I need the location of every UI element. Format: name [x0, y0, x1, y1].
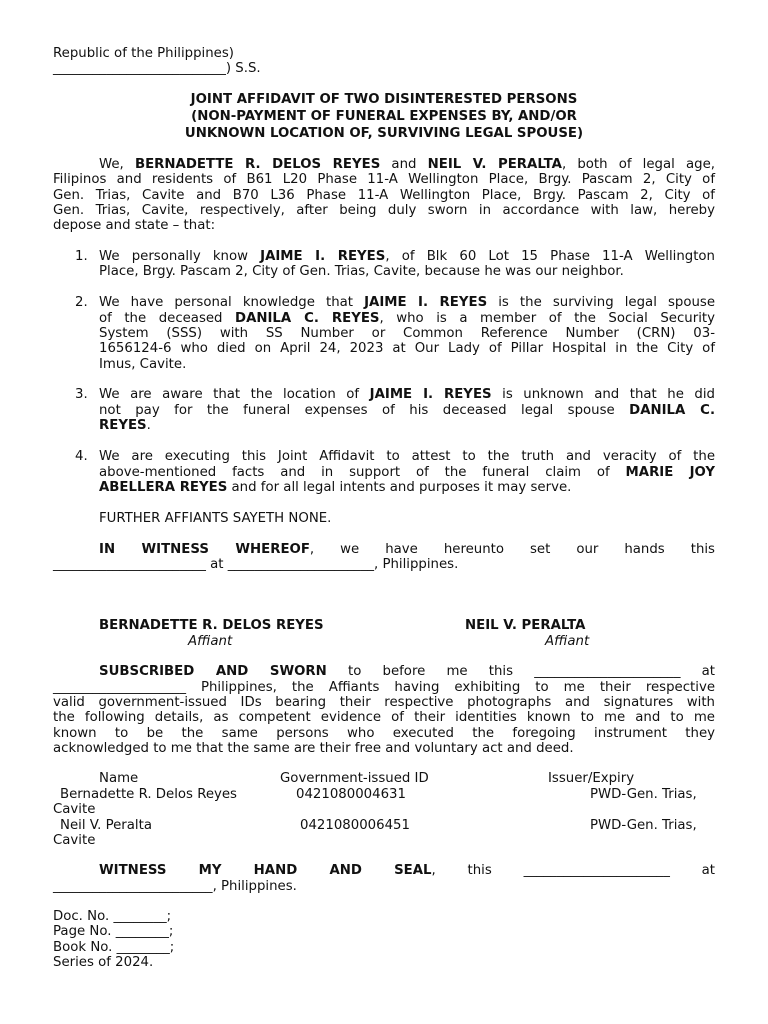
witness-line-2: _______________________ at ______________________, Philippines.	[53, 557, 459, 572]
jurat-line-2: ____________________ Philippines, the Affiants having exhibiting to me their respective	[53, 680, 715, 695]
item-3-deceased-name-a: DANILA C.	[629, 403, 715, 418]
affiant-1-name: BERNADETTE R. DELOS REYES	[134, 157, 381, 172]
signature-name-2: NEIL V. PERALTA	[465, 618, 586, 633]
item-2-text-d: of the deceased	[99, 311, 236, 326]
item-2-line-4: 1656124-6 who died on April 24, 2023 at Our Lady of Pillar Hospital in the City of	[99, 341, 715, 356]
item-4-text-d: and for all legal intents and purposes it may serve.	[227, 480, 572, 495]
notary-page-no: Page No. ________;	[53, 924, 174, 939]
item-2-text-f: , who is a member of the Social Security	[379, 311, 715, 326]
witness-heading: IN WITNESS WHEREOF	[99, 542, 310, 557]
item-4-claimant-name-a: MARIE JOY	[625, 465, 716, 480]
intro-we: We,	[99, 157, 135, 172]
item-2-text-c: is the surviving legal spouse	[487, 295, 716, 310]
item-4-line-2	[99, 465, 715, 480]
jurat-line-3: valid government-issued IDs bearing their respective photographs and signatures with	[53, 695, 715, 710]
item-2-text-a: We have personal knowledge that	[99, 295, 365, 310]
item-2-line-1	[99, 295, 715, 310]
venue-blank: __________________________	[53, 61, 226, 76]
signature-name-1: BERNADETTE R. DELOS REYES	[99, 618, 324, 633]
item-3-line-3	[99, 418, 151, 433]
item-2-line-2	[99, 311, 715, 326]
item-4-claimant-name-b: ABELLERA REYES	[99, 480, 228, 495]
table-header-id: Government-issued ID	[280, 771, 429, 786]
item-3-line-2	[99, 403, 715, 418]
item-1-text-c: , of Blk 60 Lot 15 Phase 11-A Wellington	[385, 249, 715, 264]
item-3-text-a: We are aware that the location of	[99, 387, 370, 402]
item-3-text-d: not pay for the funeral expenses of his deceased legal spouse	[99, 403, 630, 418]
seal-line-1	[99, 863, 715, 878]
venue-ss-line	[53, 61, 261, 76]
intro-line-1	[99, 157, 715, 172]
item-2-line-3: System (SSS) with SS Number or Common Reference Number (CRN) 03-	[99, 326, 715, 341]
item-2-line-5: Imus, Cavite.	[99, 357, 187, 372]
signature-role-2: Affiant	[545, 634, 590, 649]
item-4-line-3	[99, 480, 571, 495]
item-1-line-1	[99, 249, 715, 264]
item-3-period: .	[146, 418, 151, 433]
jurat-text: to before me this ______________________ at	[326, 664, 715, 679]
jurat-line-6: acknowledged to me that the same are their free and voluntary act and deed.	[53, 741, 574, 756]
item-4-line-1: We are executing this Joint Affidavit to attest to the truth and veracity of the	[99, 449, 715, 464]
item-3-name: JAIME I. REYES	[369, 387, 492, 402]
jurat-line-4: the following details, as competent evidence of their identities known to me and to me	[53, 710, 715, 725]
venue-ss: ) S.S.	[225, 61, 261, 76]
item-3-deceased-name-b: REYES	[99, 418, 147, 433]
notary-book-no: Book No. ________;	[53, 940, 175, 955]
item-1-number: 1.	[75, 249, 88, 264]
table-row-1-id: 0421080004631	[296, 787, 406, 802]
item-3-number: 3.	[75, 387, 88, 402]
table-row-2-issuer-cont: Cavite	[53, 833, 96, 848]
jurat-heading: SUBSCRIBED AND SWORN	[99, 664, 327, 679]
further-affiants: FURTHER AFFIANTS SAYETH NONE.	[99, 511, 332, 526]
intro-line-5: depose and state – that:	[53, 218, 216, 233]
item-2-number: 2.	[75, 295, 88, 310]
table-row-2-issuer: PWD-Gen. Trias,	[590, 818, 697, 833]
table-row-2-id: 0421080006451	[300, 818, 410, 833]
affiant-2-name: NEIL V. PERALTA	[427, 157, 562, 172]
table-row-1-issuer: PWD-Gen. Trias,	[590, 787, 697, 802]
seal-heading: WITNESS MY HAND AND SEAL	[99, 863, 432, 878]
title-line-2: (NON-PAYMENT OF FUNERAL EXPENSES BY, AND/OR	[191, 109, 577, 124]
intro-and: and	[380, 157, 428, 172]
venue-republic: Republic of the Philippines)	[53, 46, 234, 61]
item-1-line-2: Place, Brgy. Pascam 2, City of Gen. Trias, Cavite, because he was our neighbor.	[99, 264, 624, 279]
intro-rest: , both of legal age,	[561, 157, 715, 172]
item-3-line-1	[99, 387, 715, 402]
notary-doc-no: Doc. No. ________;	[53, 909, 172, 924]
item-1-text-a: We personally know	[99, 249, 261, 264]
item-2-deceased-name: DANILA C. REYES	[235, 311, 380, 326]
signature-role-1: Affiant	[188, 634, 233, 649]
item-4-text-a: above-mentioned facts and in support of the funeral claim of	[99, 465, 626, 480]
table-header-name: Name	[99, 771, 139, 786]
notary-series: Series of 2024.	[53, 955, 154, 970]
item-4-number: 4.	[75, 449, 88, 464]
title-line-3: UNKNOWN LOCATION OF, SURVIVING LEGAL SPOUSE)	[184, 126, 584, 141]
item-1-name: JAIME I. REYES	[260, 249, 386, 264]
intro-line-3: Gen. Trias, Cavite and B70 L36 Phase 11-A Wellington Place, Brgy. Pascam 2, City of	[53, 188, 715, 203]
seal-text: , this ______________________ at	[431, 863, 715, 878]
intro-line-2: Filipinos and residents of B61 L20 Phase 11-A Wellington Place, Brgy. Pascam 2, City of	[53, 172, 715, 187]
jurat-line-1	[99, 664, 715, 679]
item-2-name: JAIME I. REYES	[364, 295, 488, 310]
intro-line-4: Gen. Trias, Cavite, respectively, after being duly sworn in accordance with law, hereby	[53, 203, 715, 218]
table-row-1-name: Bernadette R. Delos Reyes	[60, 787, 237, 802]
item-3-text-c: is unknown and that he did	[491, 387, 715, 402]
witness-line-1	[99, 542, 715, 557]
seal-line-2: ________________________, Philippines.	[53, 879, 297, 894]
table-header-issuer: Issuer/Expiry	[548, 771, 635, 786]
table-row-1-issuer-cont: Cavite	[53, 802, 96, 817]
title-line-1: JOINT AFFIDAVIT OF TWO DISINTERESTED PERSONS	[190, 92, 578, 107]
table-row-2-name: Neil V. Peralta	[60, 818, 152, 833]
jurat-line-5: known to be the same persons who executed the foregoing instrument they	[53, 726, 715, 741]
witness-text: , we have hereunto set our hands this	[309, 542, 715, 557]
